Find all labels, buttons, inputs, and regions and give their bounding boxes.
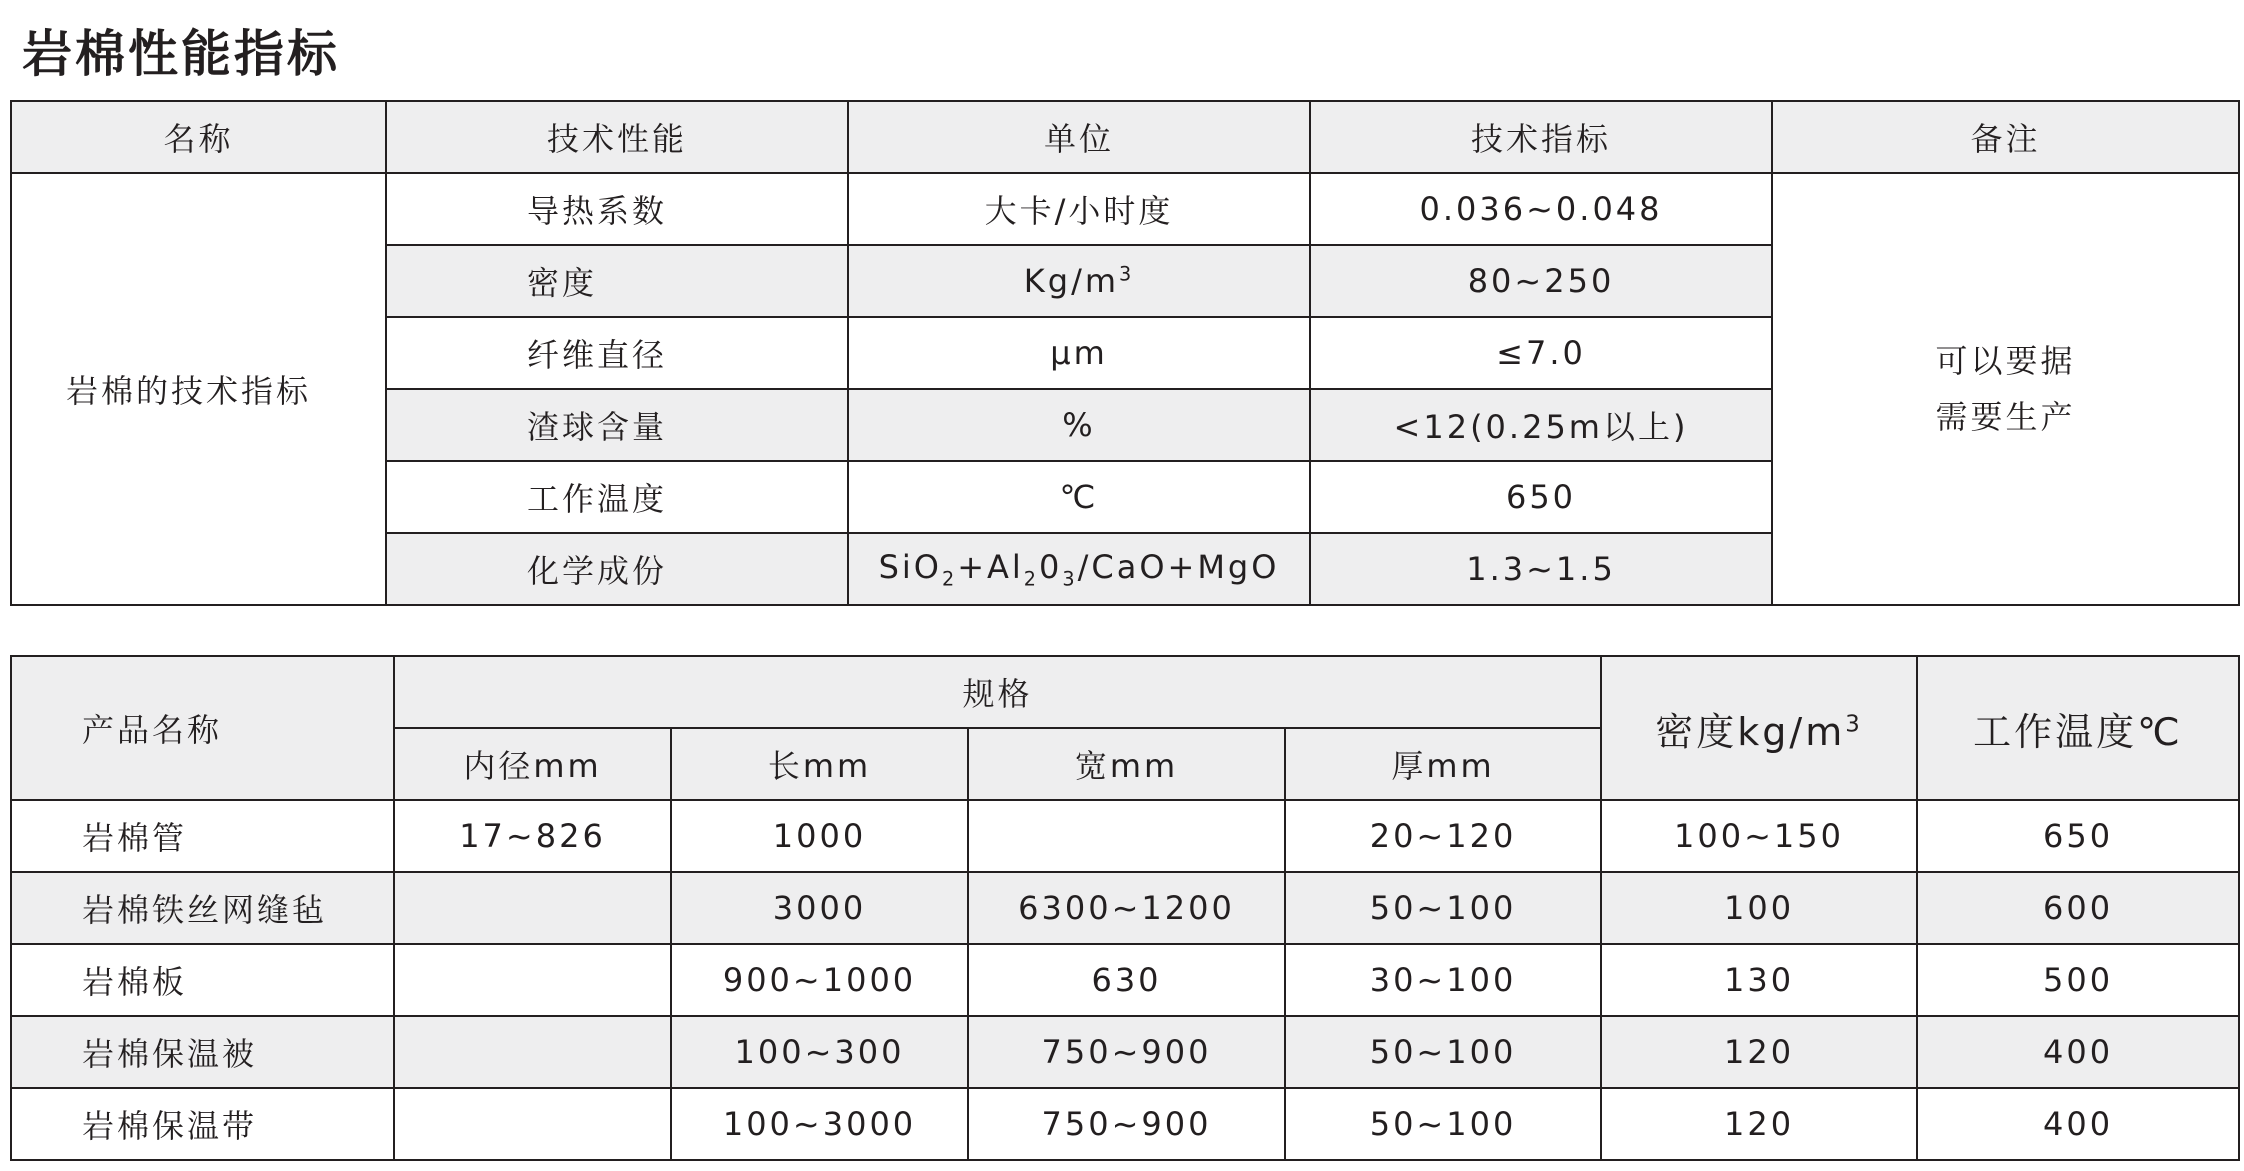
header-work-temp: 工作温度℃ [1917, 656, 2239, 800]
header-length: 长mm [671, 728, 968, 800]
thickness-cell: 50~100 [1285, 1016, 1601, 1088]
note-cell [1772, 173, 2239, 605]
inner-cell [394, 1016, 671, 1088]
rock-wool-tech-table [10, 100, 2240, 606]
prop-cell: 密度 [386, 245, 848, 317]
header-density: 密度$kg/m^3$ [1601, 656, 1917, 800]
thickness-cell: 20~120 [1285, 800, 1601, 872]
temp-cell: 400 [1917, 1088, 2239, 1160]
length-cell: 3000 [671, 872, 968, 944]
product-name-cell: 岩棉板 [11, 944, 394, 1016]
table-row [11, 800, 2239, 872]
unit-cell: $SiO_2+Al_20_3/CaO+MgO$ [848, 533, 1310, 605]
density-cell: 120 [1601, 1088, 1917, 1160]
density-cell: 120 [1601, 1016, 1917, 1088]
width-cell: 6300~1200 [968, 872, 1285, 944]
value-cell: 0.036~0.048 [1310, 173, 1772, 245]
prop-cell: 工作温度 [386, 461, 848, 533]
page-title: 岩棉性能指标 [22, 25, 340, 83]
table-row [11, 173, 2239, 245]
table-row [11, 872, 2239, 944]
value-cell: 80~250 [1310, 245, 1772, 317]
temp-cell: 400 [1917, 1016, 2239, 1088]
product-name-cell: 岩棉管 [11, 800, 394, 872]
value-cell: ≤7.0 [1310, 317, 1772, 389]
header-product-name: 产品名称 [11, 656, 394, 800]
value-cell: 650 [1310, 461, 1772, 533]
unit-cell: ℃ [848, 461, 1310, 533]
prop-cell: 化学成份 [386, 533, 848, 605]
value-cell: 1.3~1.5 [1310, 533, 1772, 605]
unit-cell: $Kg/m^3$ [848, 245, 1310, 317]
header-note: 备注 [1772, 101, 2239, 173]
header-name: 名称 [11, 101, 386, 173]
density-cell: 100 [1601, 872, 1917, 944]
thickness-cell: 50~100 [1285, 872, 1601, 944]
header-thickness: 厚mm [1285, 728, 1601, 800]
tech-table-header [11, 101, 2239, 173]
length-cell: 100~300 [671, 1016, 968, 1088]
prop-cell: 导热系数 [386, 173, 848, 245]
header-spec: 规格 [394, 656, 1601, 728]
value-cell: <12(0.25m以上) [1310, 389, 1772, 461]
unit-cell: μm [848, 317, 1310, 389]
thickness-cell: 50~100 [1285, 1088, 1601, 1160]
header-inner-diameter: 内径mm [394, 728, 671, 800]
product-name-cell: 岩棉保温被 [11, 1016, 394, 1088]
table-row [11, 944, 2239, 1016]
width-cell: 750~900 [968, 1088, 1285, 1160]
product-spec-table [10, 655, 2240, 1161]
note-line: 可以要据 [1935, 342, 2076, 380]
thickness-cell: 30~100 [1285, 944, 1601, 1016]
inner-cell [394, 1088, 671, 1160]
temp-cell: 600 [1917, 872, 2239, 944]
prop-cell: 渣球含量 [386, 389, 848, 461]
unit-cell: 大卡/小时度 [848, 173, 1310, 245]
header-unit: 单位 [848, 101, 1310, 173]
length-cell: 100~3000 [671, 1088, 968, 1160]
width-cell: 630 [968, 944, 1285, 1016]
inner-cell: 17~826 [394, 800, 671, 872]
spec-table-header [11, 656, 2239, 728]
density-cell: 130 [1601, 944, 1917, 1016]
header-tech-property: 技术性能 [386, 101, 848, 173]
unit-cell: % [848, 389, 1310, 461]
inner-cell [394, 872, 671, 944]
prop-cell: 纤维直径 [386, 317, 848, 389]
width-cell [968, 800, 1285, 872]
header-width: 宽mm [968, 728, 1285, 800]
header-tech-index: 技术指标 [1310, 101, 1772, 173]
table-row [11, 1016, 2239, 1088]
temp-cell: 500 [1917, 944, 2239, 1016]
width-cell: 750~900 [968, 1016, 1285, 1088]
length-cell: 900~1000 [671, 944, 968, 1016]
inner-cell [394, 944, 671, 1016]
note-line: 需要生产 [1935, 398, 2076, 436]
length-cell: 1000 [671, 800, 968, 872]
product-name-cell: 岩棉保温带 [11, 1088, 394, 1160]
temp-cell: 650 [1917, 800, 2239, 872]
product-name-cell: 岩棉铁丝网缝毡 [11, 872, 394, 944]
table-row [11, 1088, 2239, 1160]
density-cell: 100~150 [1601, 800, 1917, 872]
tech-name-cell: 岩棉的技术指标 [11, 173, 386, 605]
